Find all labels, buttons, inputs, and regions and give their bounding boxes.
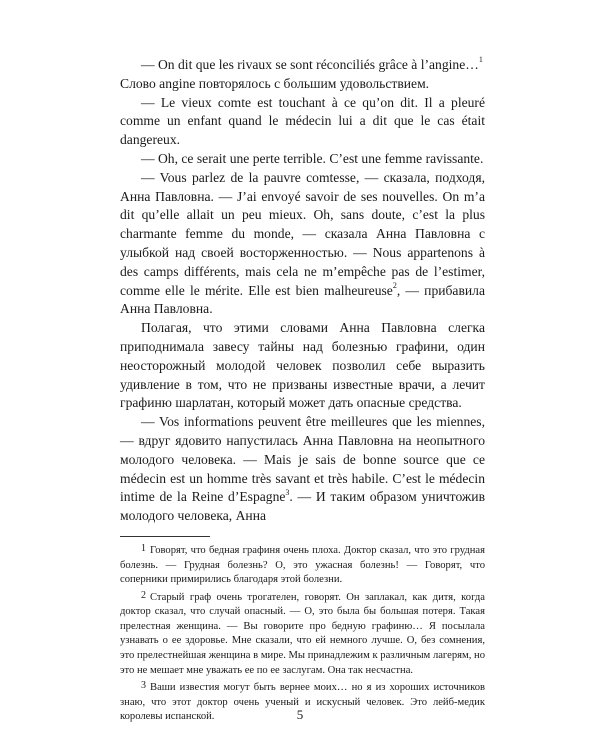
paragraph-4: — Oh, ce serait une perte terrible. C’est une femme ravissante.: [141, 150, 484, 166]
page-number: 5: [296, 707, 304, 722]
paragraph-6: Полагая, что этими словами Анна Павловна слегка приподнимала завесу тайны над болезнью графини, один неосторожный молодой человек позволил себе выразить удивление в том, что не призваны известные врачи, а лечит графиню шарлатан, который может дать опасные средства.: [120, 320, 485, 411]
paragraph-2: Слово angine повторялось с большим удовольствием.: [120, 75, 430, 91]
footnote-ref-3[interactable]: 3: [285, 487, 290, 497]
paragraph-7: — Vos informations peuvent être meilleures que les miennes, — вдруг ядовито напустилась Анна Павловна на неопытного молодого человека. — Mais je sais de bonne source que ce médecin est un homme très savant et très habile. C’est le médecin intime de la Reine d’Espagne$^3$. — И таким образом уничтожив молодого человека, Анна: [120, 414, 485, 524]
footnote-2: 2 Старый граф очень трогателен, говорят. Он заплакал, как дитя, когда доктор сказал, что случай опасный. — О, это была бы большая потеря. Такая прелестная женщина. — Вы говорите про бедную графиню… Я посылала узнавать о ее здоровье. Мне сказали, что ей немного лучше. О, без сомнения, это прелестнейшая женщина в мире. Мы принадлежим к различным лагерям, но это не мешает мне уважать ее по ее заслугам. Она так несчастна.: [120, 589, 485, 676]
footnotes: [120, 544, 485, 725]
footnote-mark: 3: [141, 680, 146, 692]
footnote-ref-1[interactable]: 1: [478, 55, 483, 65]
paragraph-1: — On dit que les rivaux se sont réconciliés grâce à l’angine…$^1$: [141, 55, 483, 72]
footnote-ref-2[interactable]: 2: [392, 281, 397, 291]
footnote-mark: 1: [141, 542, 146, 554]
book-page: [120, 56, 485, 728]
main-text: [120, 56, 485, 526]
footnote-1: 1 Говорят, что бедная графиня очень плоха. Доктор сказал, что это грудная болезнь. — Грудная болезнь? О, это ужасная болезнь! — Говорят, что соперники примирились благодаря этой болезни.: [120, 542, 485, 586]
footnote-mark: 2: [141, 589, 146, 601]
footnote-3: 3 Ваши известия могут быть вернее моих… но я из хороших источников знаю, что этот доктор очень ученый и искусный человек. Это лейб-медик королевы испанской.: [120, 680, 485, 723]
paragraph-3: — Le vieux comte est touchant à ce qu’on dit. Il a pleuré comme un enfant quand le médecin lui a dit que le cas était dangereux.: [120, 94, 485, 148]
paragraph-5: — Vous parlez de la pauvre comtesse, — сказала, подходя, Анна Павловна. — J’ai envoyé savoir de ses nouvelles. On m’a dit qu’elle allait un peu mieux. Oh, sans doute, c’est la plus charmante femme du monde, — сказала Анна Павловна с улыбкой над своей восторженностью. — Nous appartenons à des camps différents, mais cela ne m’empêche pas de l’estimer, comme elle le mérite. Elle est bien malheureuse$^2$, — прибавила Анна Павловна.: [120, 169, 485, 317]
footnote-divider: [120, 536, 210, 537]
